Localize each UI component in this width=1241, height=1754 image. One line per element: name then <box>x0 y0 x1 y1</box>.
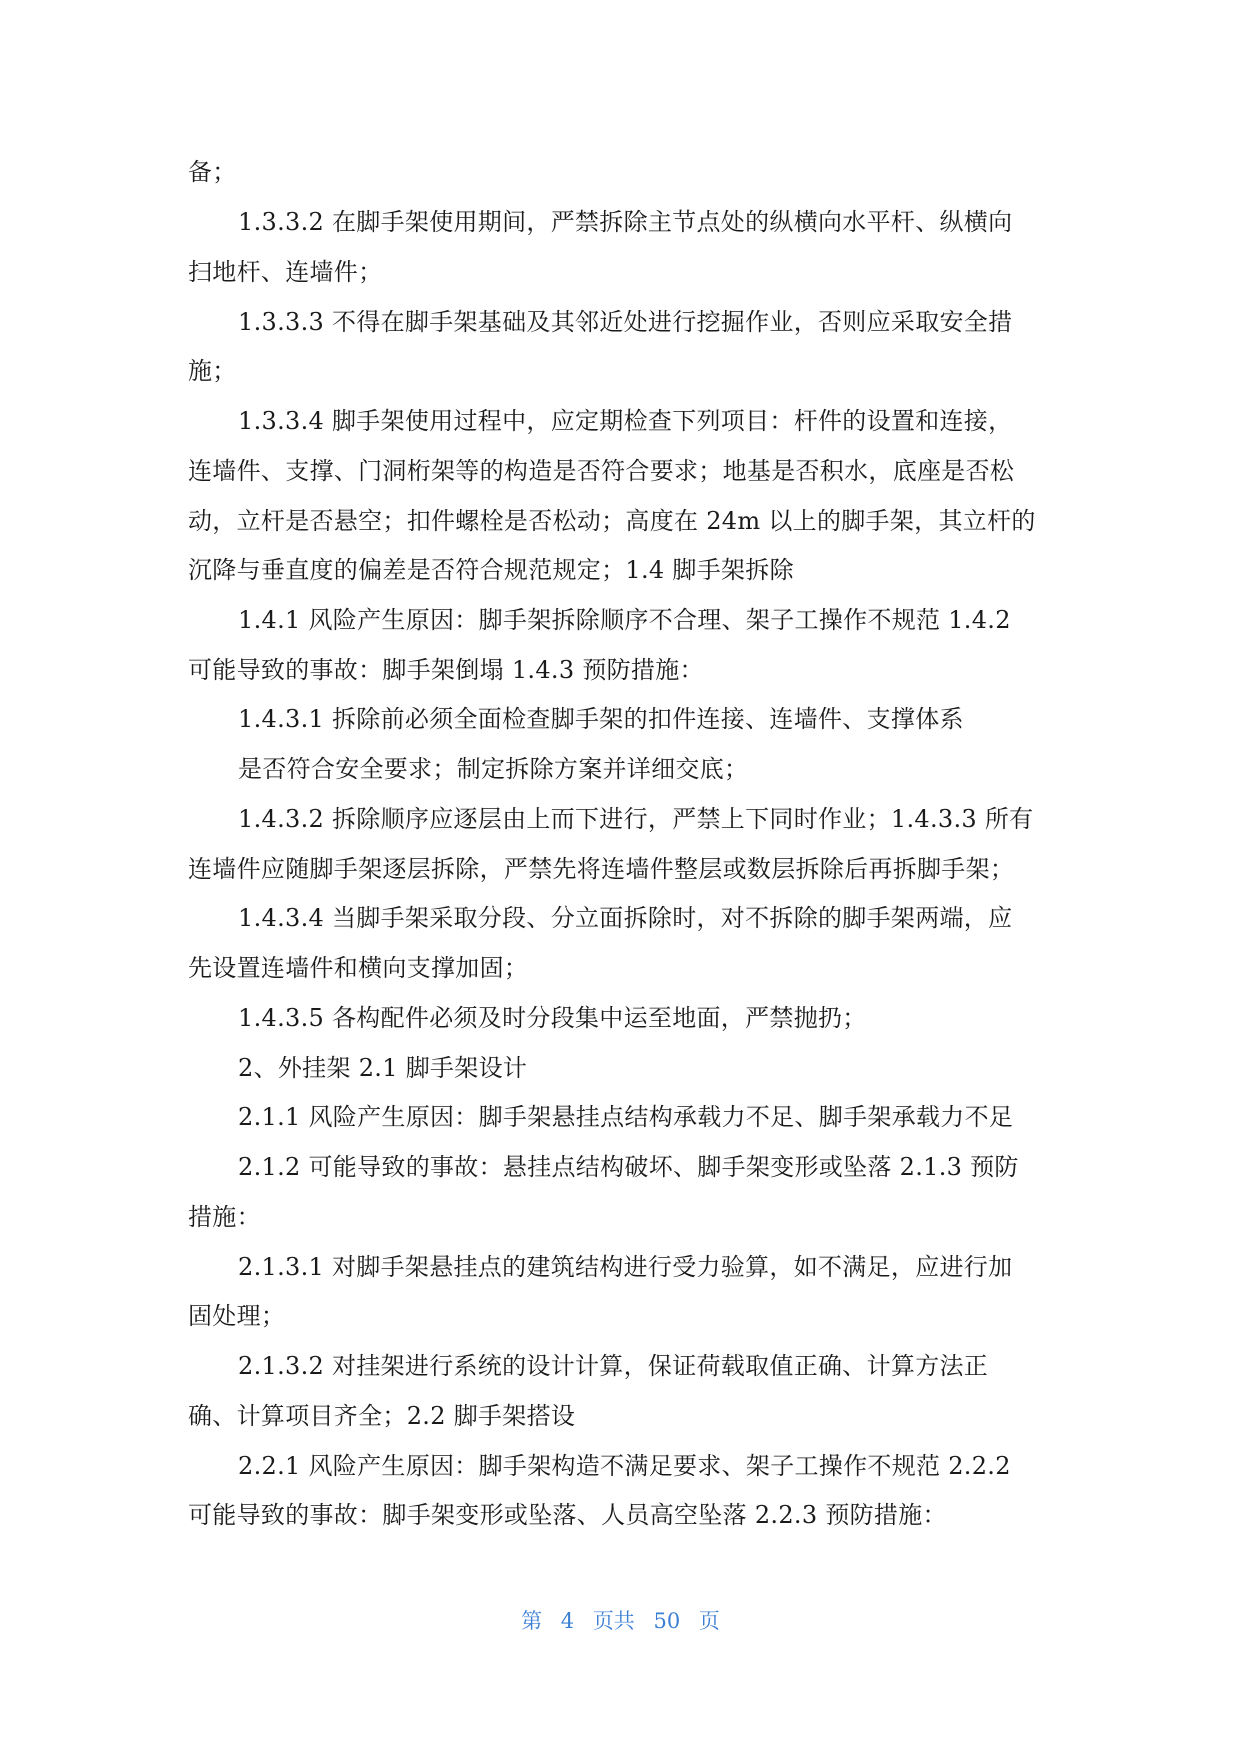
footer-prefix: 第 <box>521 1609 543 1633</box>
footer-page-number: 4 <box>560 1609 575 1633</box>
text-line: 1.4.3.4 当脚手架采取分段、分立面拆除时，对不拆除的脚手架两端，应 <box>238 904 1013 932</box>
text-line: 1.4.3.1 拆除前必须全面检查脚手架的扣件连接、连墙件、支撑体系 <box>238 705 964 733</box>
text-line: 1.3.3.4 脚手架使用过程中，应定期检查下列项目：杆件的设置和连接， <box>238 407 1013 435</box>
footer-middle: 页共 <box>592 1609 635 1633</box>
text-line: 2、外挂架 2.1 脚手架设计 <box>238 1054 528 1082</box>
text-line: 措施： <box>188 1203 261 1231</box>
text-line: 扫地杆、连墙件； <box>188 258 383 286</box>
footer-suffix: 页 <box>698 1609 720 1633</box>
text-line: 沉降与垂直度的偏差是否符合规范规定；1.4 脚手架拆除 <box>188 556 794 584</box>
text-line: 固处理； <box>188 1302 286 1330</box>
text-line: 连墙件、支撑、门洞桁架等的构造是否符合要求；地基是否积水，底座是否松 <box>188 457 1015 485</box>
text-line: 2.1.3.1 对脚手架悬挂点的建筑结构进行受力验算，如不满足，应进行加 <box>238 1253 1013 1281</box>
text-line: 是否符合安全要求；制定拆除方案并详细交底； <box>238 755 749 783</box>
text-line: 1.4.1 风险产生原因：脚手架拆除顺序不合理、架子工操作不规范 1.4.2 <box>238 606 1011 634</box>
text-line: 2.1.2 可能导致的事故：悬挂点结构破坏、脚手架变形或坠落 2.1.3 预防 <box>238 1153 1019 1181</box>
text-line: 确、计算项目齐全；2.2 脚手架搭设 <box>188 1402 576 1430</box>
text-line: 施； <box>188 357 237 385</box>
text-line: 备； <box>188 158 237 186</box>
text-line: 1.3.3.3 不得在脚手架基础及其邻近处进行挖掘作业，否则应采取安全措 <box>238 308 1013 336</box>
text-line: 2.1.1 风险产生原因：脚手架悬挂点结构承载力不足、脚手架承载力不足 <box>238 1103 1014 1131</box>
text-line: 动，立杆是否悬空；扣件螺栓是否松动；高度在 24m 以上的脚手架，其立杆的 <box>188 507 1036 535</box>
page-footer <box>0 1605 1241 1635</box>
text-line: 2.1.3.2 对挂架进行系统的设计计算，保证荷载取值正确、计算方法正 <box>238 1352 989 1380</box>
text-line: 可能导致的事故：脚手架倒塌 1.4.3 预防措施： <box>188 656 704 684</box>
text-line: 连墙件应随脚手架逐层拆除，严禁先将连墙件整层或数层拆除后再拆脚手架； <box>188 855 1015 883</box>
footer-total-pages: 50 <box>653 1609 681 1633</box>
text-line: 1.4.3.2 拆除顺序应逐层由上而下进行，严禁上下同时作业；1.4.3.3 所有 <box>238 805 1034 833</box>
text-line: 先设置连墙件和横向支撑加固； <box>188 954 529 982</box>
text-line: 1.4.3.5 各构配件必须及时分段集中运至地面，严禁抛扔； <box>238 1004 867 1032</box>
text-line: 可能导致的事故：脚手架变形或坠落、人员高空坠落 2.2.3 预防措施： <box>188 1501 947 1529</box>
text-line: 1.3.3.2 在脚手架使用期间，严禁拆除主节点处的纵横向水平杆、纵横向 <box>238 208 1013 236</box>
text-line: 2.2.1 风险产生原因：脚手架构造不满足要求、架子工操作不规范 2.2.2 <box>238 1452 1011 1480</box>
